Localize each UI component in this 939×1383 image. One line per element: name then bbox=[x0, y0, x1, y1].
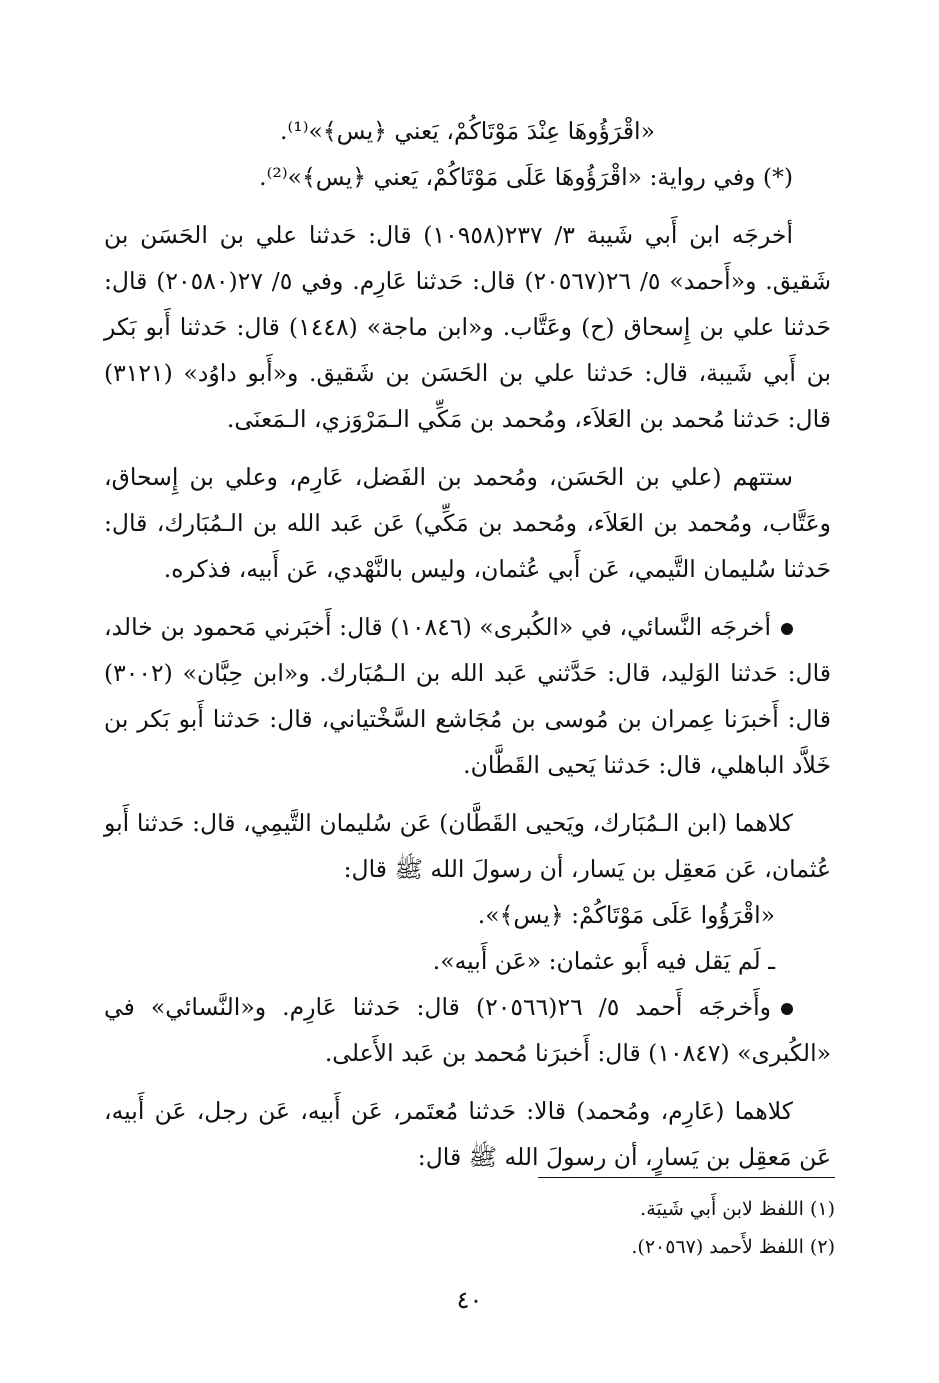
editor-note: ـ لَم يَقل فيه أَبو عثمان: «عَن أَبيه». bbox=[432, 947, 775, 975]
takhrij-paragraph-3 bbox=[104, 604, 831, 788]
bullet-icon bbox=[781, 1003, 793, 1015]
page-number: ٤٠ bbox=[456, 1286, 483, 1314]
footnote-1: (١) اللفظ لابن أَبي شَيبَة. bbox=[640, 1198, 835, 1220]
takhrij-paragraph-5-text: وأَخرجَه أَحمد ٥/ ٢٦(٢٠٥٦٦) قال: حَدثنا عَارِم. و«النَّسائي» في «الكُبرى» (١٠٨٤٧) قال: أَخبرَنا مُحمد بن عَبد الأَعلى. bbox=[104, 993, 831, 1067]
bullet-icon bbox=[781, 623, 793, 635]
alternate-narration: (*) وفي رواية: «اقْرَؤُوهَا عَلَى مَوْتَاكُمْ، يَعني ﴿يس﴾»⁽²⁾. bbox=[259, 163, 793, 191]
footnote-divider bbox=[538, 1177, 835, 1178]
takhrij-paragraph-6: كلاهما (عَارِم، ومُحمد) قالا: حَدثنا مُعتَمر، عَن أَبيه، عَن رجل، عَن أَبيه، عَن مَعقِل بن يَسارٍ، أن رسولَ الله ﷺ قال: bbox=[104, 1097, 831, 1171]
hadith-text-1: «اقْرَؤُوهَا عِنْدَ مَوْتَاكُمْ، يَعني ﴿يس﴾»⁽¹⁾. bbox=[280, 117, 655, 145]
takhrij-paragraph-4: كلاهما (ابن الـمُبَارك، ويَحيى القَطَّان) عَن سُليمان التَّيمِي، قال: حَدثنا أَبو عُثمان، عَن مَعقِل بن يَسار، أن رسولَ الله ﷺ قال: bbox=[104, 809, 831, 883]
takhrij-paragraph-2: ستتهم (علي بن الحَسَن، ومُحمد بن الفَضل، عَارِم، وعلي بن إِسحاق، وعَتَّاب، ومُحمد بن العَلاَء، ومُحمد بن مَكِّي) عَن عَبد الله بن الـمُبَارك، قال: حَدثنا سُليمان التَّيمي، عَن أَبي عُثمان، وليس بالنَّهْدي، عَن أَبيه، فذكره. bbox=[104, 463, 831, 583]
takhrij-paragraph-5 bbox=[104, 984, 831, 1076]
footnote-2: (٢) اللفظ لأَحمد (٢٠٥٦٧). bbox=[631, 1236, 835, 1258]
takhrij-paragraph-1: أخرجَه ابن أَبي شَيبة ٣/ ٢٣٧(١٠٩٥٨) قال: حَدثنا علي بن الحَسَن بن شَقيق. و«أَحمد» ٥/ ٢٦(٢٠٥٦٧) قال: حَدثنا عَارِم. وفي ٥/ ٢٧(٢٠٥٨٠) قال: حَدثنا علي بن إِسحاق (ح) وعَتَّاب. و«ابن ماجة» (١٤٤٨) قال: حَدثنا أَبو بَكر بن أَبي شَيبة، قال: حَدثنا علي بن الحَسَن بن شَقيق. و«أَبو داوُد» (٣١٢١) قال: حَدثنا مُحمد بن العَلاَء، ومُحمد بن مَكِّي الـمَرْوَزي، الـمَعنَى. bbox=[104, 221, 832, 433]
footnotes bbox=[104, 1190, 835, 1266]
hadith-text-2: «اقْرَؤُوا عَلَى مَوْتَاكُمْ: ﴿يس﴾». bbox=[477, 901, 775, 929]
takhrij-paragraph-3-text: أخرجَه النَّسائي، في «الكُبرى» (١٠٨٤٦) قال: أَخبَرني مَحمود بن خالد، قال: حَدثنا الوَليد، قال: حَدَّثني عَبد الله بن الـمُبَارك. و«ابن حِبَّان» (٣٠٠٢) قال: أَخبرَنا عِمران بن مُوسى بن مُجَاشع السَّخْتياني، قال: حَدثنا أَبو بَكر بن خَلاَّد الباهلي، قال: حَدثنا يَحيى القَطَّان. bbox=[104, 613, 831, 779]
main-text bbox=[104, 108, 831, 1180]
